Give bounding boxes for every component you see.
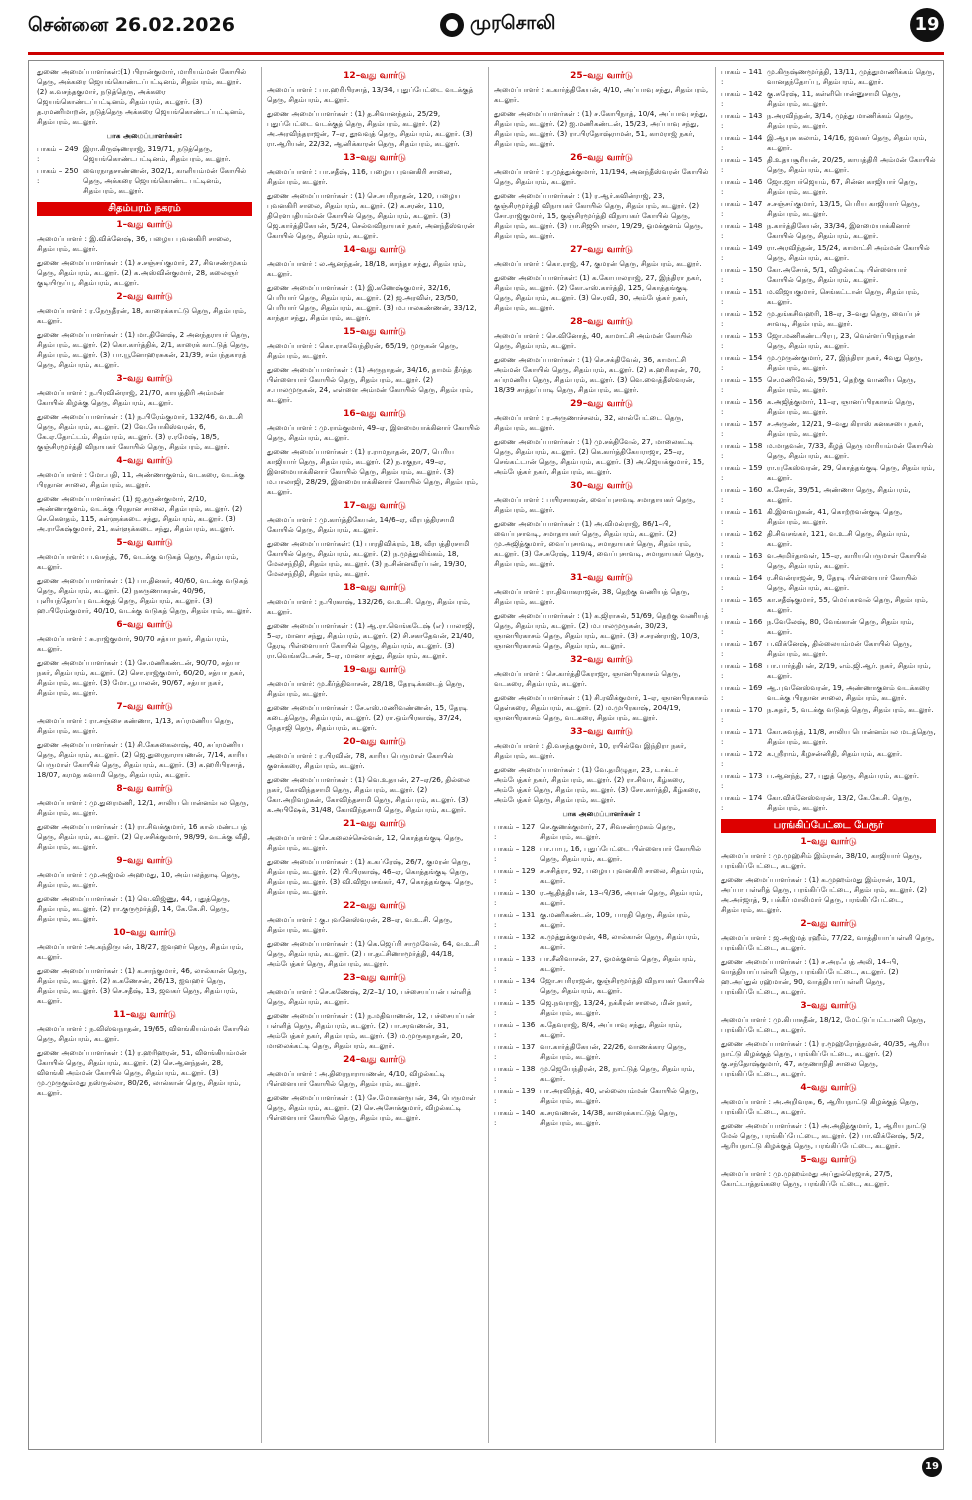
booth-organizer: கோ.விக்னேஸ்வரன், 13/2, கே.கே.சி. தெரு, சிதம்பரம், கடலூர். xyxy=(767,793,912,812)
ward-title: 30–வது வார்டு xyxy=(570,481,633,491)
booth-organizer: ச.சசித்ரா, 92, பழைய புவனகிரி சாலை, சிதம்பரம், கடலூர். xyxy=(540,866,704,885)
ward-organizer: அமைப்பாளர் : தி.வசந்தகுமார், 10, ரயில்வே இந்திரா நகர், சிதம்பரம், கடலூர். xyxy=(494,741,687,760)
section-banner: சிதம்பரம் நகரம் xyxy=(37,202,252,216)
ward-organizer: அமைப்பாளர் : ல.ஆனந்தன், 18/18, காந்தா சந்து, சிதம்பரம், கடலூர். xyxy=(267,259,466,278)
ward-title: 7–வது வார்டு xyxy=(116,702,173,712)
ward-title: 21–வது வார்டு xyxy=(343,819,406,829)
booth-row xyxy=(494,976,709,996)
booth-number: பாகம் – 167 : xyxy=(721,639,763,658)
section-banner: பரங்கிப்பேட்டை பேரூர் xyxy=(721,819,936,833)
booth-number: பாகம் – 131 : xyxy=(494,910,536,929)
ward-organizer: அமைப்பாளர் : பா.ஹரிபிரசாத், 13/34, புதுப்பேட்டை வடக்குத் தெரு, சிதம்பரம், கடலூர். xyxy=(267,85,474,104)
column-divider xyxy=(261,67,262,1443)
ward-title: 32–வது வார்டு xyxy=(570,655,633,665)
booth-number: பாகம் – 152 : xyxy=(721,309,763,328)
ward-title: 8–வது வார்டு xyxy=(116,784,173,794)
booth-number: பாகம் – 139 : xyxy=(494,1086,536,1105)
booth-row xyxy=(721,199,936,219)
ward-title: 25–வது வார்டு xyxy=(570,71,633,81)
booth-row xyxy=(721,485,936,505)
booth-heading: பாக அமைப்பாளர்கள்: xyxy=(106,131,183,140)
ward-deputy-organizers: துணை அமைப்பாளர்கள் : (1) த.சிவானந்தம், 25/29, புதுப்பேட்டை வடக்குத் தெரு, சிதம்பரம், கடலூர். (2) அ.அரவிந்தராஜன், 7–ஏ, தூவவுத் தெரு, சிதம்பரம், கடலூர். (3) ரா.ஆரியன், 22/32, ஆனிக்காரன் தெரு, சிதம்பரம், கடலூர். xyxy=(267,109,473,148)
ward-organizer: அமைப்பாளர் : ந.பிரகாஷ், 132/26, வ.உ.சி. தெரு, சிதம்பரம், கடலூர். xyxy=(267,597,471,616)
booth-heading: பாக அமைப்பாளர்கள் : xyxy=(562,809,641,818)
booth-number: பாகம் – 135 : xyxy=(494,998,536,1017)
booth-row xyxy=(721,221,936,241)
ward-organizer: அமைப்பாளர் : மு.துரைமணி, 12/1, சாலிய பொன்னம்பல தெரு, சிதம்பரம், கடலூர். xyxy=(37,798,249,817)
ward-organizer: அமைப்பாளர் : மு.கிபாசுதீன், 18/12, மேட்டுப்பட்டாணி தெரு, பரங்கிப்பேட்டை, கடலூர். xyxy=(721,1015,926,1034)
ward-title: 15–வது வார்டு xyxy=(343,327,406,337)
booth-row xyxy=(494,932,709,952)
page-number-badge: 19 xyxy=(910,8,944,42)
booth-number: பாகம் – 147 : xyxy=(721,199,763,218)
booth-organizer: பா.சீனிவாசன், 27, ஓமக்குளம் தெரு, சிதம்பரம், கடலூர். xyxy=(540,954,696,973)
ward-deputy-organizers: துணை அமைப்பாளர்கள் : (1) ச.சஞ்சய்குமார், 27, சிவசண்முகம் தெரு, சிதம்பரம், கடலூர். (2) க.அஸ்வின்குமார், 28, கலைஞர் குடியிருப்பு, சிதம்பரம், கடலூர். xyxy=(37,258,248,287)
booth-number: பாகம் – 173 : xyxy=(721,771,763,790)
booth-row xyxy=(494,1064,709,1084)
ward-deputy-organizers: துணை அமைப்பாளர்கள் : (1) சி.ரவிக்குமார், 1–ஏ, ஞானபிரகாசம் தெள்கரை, சிதம்பரம், கடலூர். (2) ம.முபிரகாஷ், 204/19, ஞானபிரகாசம் தெரு, வடகரை, சிதம்பரம், கடலூர். xyxy=(494,693,709,722)
ward-deputy-organizers: துணை அமைப்பாளர்கள் : (1) செ.சபரிநாதன், 120, பழைய புவனகிரி சாலை, சிதம்பரம், கடலூர். (2) க.சரண், 110, திரௌபதியம்மன் கோயில் தெரு, சிதம்பரம், கடலூர். (3) ஜெ.கார்த்திகேயன், 5/24, செல்வவிநாயகர் நகர், அனந்தீஸ்வரன் கோயில் தெரு, சிதம்பரம், கடலூர். xyxy=(267,191,475,240)
booth-row xyxy=(721,287,936,307)
ward-organizer: அமைப்பாளர் : இ.விக்னேஷ், 36, பழைய புவனகிரி சாலை, சிதம்பரம், கடலூர். xyxy=(37,234,232,253)
ward-deputy-organizers: துணை அமைப்பாளர்கள் : (1) ர.ராமநாதன், 20/7, பெரிய காஜியார் தெரு, சிதம்பரம், கடலூர். (2) ந.ரகுநா, 49–ஏ, இளமையாக்கினார் கோயில் தெரு, சிதம்பரம், கடலூர். (3) ம.பாலாஜி, 28/29, இளமையாக்கினார் கோயில் தெரு, சிதம்பரம், கடலூர். xyxy=(267,447,479,496)
booth-number: பாகம் – 138 : xyxy=(494,1064,536,1083)
booth-row xyxy=(721,441,936,461)
booth-row xyxy=(721,353,936,373)
booth-number: பாகம் – 164 : xyxy=(721,573,763,592)
booth-organizer: வைரநாதசாண்ணன், 302/1, காளியம்மன் கோயில் தெரு, அக்கரை ஜெயங்கொண்ட பட்டினம், சிதம்பரம், கடலூர். xyxy=(83,166,247,195)
ward-title: 10–வது வார்டு xyxy=(113,928,176,938)
ward-deputy-organizers: துணை அமைப்பாளர்கள் : (1) க.கப்ரேஷ், 26/7, குமரன் தெரு, சிதம்பரம், கடலூர். (2) பி.பிரகாஷ், 46–ஏ, கொத்தங்குடி தெரு, சிதம்பரம், கடலூர். (3) வி.விஜயசங்கர், 47, கொத்தங்குடி தெரு, சிதம்பரம், கடலூர். xyxy=(267,857,474,896)
booth-number: பாகம் – 249 : xyxy=(37,144,79,163)
ward-organizer: அமைப்பாளர் : ஜ.அஜ்மத் ரஹீம், 77/22, வாத்தியாப்பள்ளி தெரு, பரங்கிப்பேட்டை, கடலூர். xyxy=(721,933,935,952)
ward-deputy-organizers: துணை அமைப்பாளர்கள் : (1) அ.அதித்குமார், 1, ஆரிய நாட்டு மேல் தெரு, பரங்கிப்பேட்டை, கடலூர். (2) பா.விக்னேஷ், 5/2, ஆரியநாட்டு கிழக்குத் தெரு, பரங்கிப்பேட்டை, கடலூர். xyxy=(721,1121,927,1150)
ward-organizer: அமைப்பாளர் : பா.சதீஷ், 116, பழைய புவனகிரி சாலை, சிதம்பரம், கடலூர். xyxy=(267,167,452,186)
ward-organizer: அமைப்பாளர் : கொ.ராகவேந்திரன், 65/19, முருகன் தெரு, சிதம்பரம், கடலூர். xyxy=(267,341,459,360)
ward-deputy-organizers: துணை அமைப்பாளர்கள் : (1) ச.கோபிநாத், 10/4, அப்பாவு சந்து, சிதம்பரம், கடலூர். (2) ஐ.மணிகண்டன், 15/23, அப்பாவு சந்து, சிதம்பரம், கடலூர். (3) ரா.பிரதோஷ்ராமன், 51, காமராஜ் நகர், சிதம்பரம், கடலூர். xyxy=(494,109,708,148)
booth-number: பாகம் – 170 : xyxy=(721,705,763,724)
ward-organizer: அமைப்பாளர் : மு.அஜ்மல் அஹமது, 10, அம்பலத்தாடி தெரு, சிதம்பரம், கடலூர். xyxy=(37,870,241,889)
booth-number: பாகம் – 150 : xyxy=(721,265,763,284)
booth-number: பாகம் – 143 : xyxy=(721,111,763,130)
booth-row xyxy=(721,67,936,87)
ward-organizer: அமைப்பாளர் : மோ.பதி, 11, அண்ணாகுளம், வடகரை, வடக்கு பிரதான சாலை, சிதம்பரம், கடலூர். xyxy=(37,470,245,489)
ward-deputy-organizers: துணை அமைப்பாளர்கள் : (1) அருநாதன், 34/16, தாமம் தீர்த்த பிள்ளையார் கோயில் தெரு, சிதம்பரம், கடலூர். (2) ச.பாலமுருகன், 24, எள்ளை அம்மன் கோயில் தெரு, சிதம்பரம், கடலூர். xyxy=(267,365,474,404)
booth-row xyxy=(721,793,936,813)
header-rule xyxy=(28,52,944,55)
ward-title: 14–வது வார்டு xyxy=(343,245,406,255)
ward-organizer: அமைப்பாளர் : அ.அறிவரசு, 6, ஆரியநாட்டு கிழக்குத் தெரு, பரங்கிப்பேட்டை, கடலூர். xyxy=(721,1097,919,1116)
ward-deputy-organizers: துணை அமைப்பாளர்கள் : (1) ஆ.ரா.வெங்கடேஷ் (எ) பாலாஜி, 5–ஏ, மானா சந்து, சிதம்பரம், கடலூர். (2) சி.சகாதேவன், 21/40, தேரடி பிள்ளையார் கோயில் தெரு, சிதம்பரம், கடலூர். (3) ரா.வெங்கடேசன், 5–ஏ, மானா சந்து, சிதம்பரம், கடலூர். xyxy=(267,621,475,660)
column-1 xyxy=(37,67,252,1102)
booth-row xyxy=(721,617,936,637)
booth-row xyxy=(721,375,936,395)
ward-title: 17–வது வார்டு xyxy=(343,501,406,511)
column-4 xyxy=(721,67,936,1193)
ward-deputy-organizers: துணை அமைப்பாளர்கள் : (1) சே.மணிகண்டன், 90/70, சத்யா நகர், சிதம்பரம், கடலூர். (2) சொ.ராஜ்குமார், 60/20, சத்யா நகர், சிதம்பரம், கடலூர். (3) மோ.பூபாலன், 90/67, சத்யா நகர், சிதம்பரம், கடலூர். xyxy=(37,658,245,697)
booth-row xyxy=(494,1020,709,1040)
booth-organizer: மு.ஜெயேந்திரன், 28, நாட்டுத் தெரு, சிதம்பரம், கடலூர். xyxy=(540,1064,695,1083)
ward-deputy-organizers: துணை அமைப்பாளர்கள் : (1) க.ஜிராசுல், 51/69, தெற்கு வணியத் தெரு, சிதம்பரம், கடலூர். (2) ம.பாலமுருகன், 30/23, ஞானபிரகாசம் தெரு, சிதம்பரம், கடலூர். (3) ச.சரண்ராஜ், 10/3, ஞானபிரகாசம் தெரு, சிதம்பரம், கடலூர். xyxy=(494,611,709,650)
ward-title: 33–வது வார்டு xyxy=(570,727,633,737)
booth-organizer: தி.சிவசங்கர், 121, வ.உ.சி தெரு, சிதம்பரம், கடலூர். xyxy=(767,529,910,548)
booth-row xyxy=(37,144,252,164)
ward-title: 19–வது வார்டு xyxy=(343,665,406,675)
ward-organizer: அமைப்பாளர் : கொ.ராஜ், 47, குமரன் தெரு, சிதம்பரம், கடலூர். xyxy=(494,259,702,268)
booth-row xyxy=(721,265,936,285)
booth-organizer: ர.சிவன்ராஜன், 9, தேரடி பிள்ளையார் கோயில் தெரு, சிதம்பரம், கடலூர். xyxy=(767,573,918,592)
ward-title: 9–வது வார்டு xyxy=(116,856,173,866)
ward-deputy-organizers: துணை அமைப்பாளர்கள் : (1) ந.மதிவாணன், 12, பச்சையப்பன் பள்ளித் தெரு, சிதம்பரம், கடலூர். (2) பா.சரவணன், 31, அம்பேத்கர் நகர், சிதம்பரம், கடலூர். (3) ம.முருகநாதன், 20, மாலைக்கட்டி தெரு, சிதம்பரம், கடலூர். xyxy=(267,1011,475,1050)
ward-organizer: அமைப்பாளர் : க.கார்த்திகேயன், 4/10, அப்பாவு சந்து, சிதம்பரம், கடலூர். xyxy=(494,85,709,104)
ward-organizer: அமைப்பாளர் : ரா.சஞ்சை கண்ணா, 1/13, சுப்ரமணிய தெரு, சிதம்பரம், கடலூர். xyxy=(37,716,234,735)
booth-number: பாகம் – 165 : xyxy=(721,595,763,614)
ward-title: 1–வது வார்டு xyxy=(116,220,173,230)
booth-row xyxy=(721,177,936,197)
booth-row xyxy=(721,89,936,109)
booth-row xyxy=(721,573,936,593)
booth-organizer: ம.மாதவன், 7/33, கீழத் தெரு மாரியம்மன் கோயில் தெரு, சிதம்பரம், கடலூர். xyxy=(767,441,934,460)
booth-number: பாகம் – 149 : xyxy=(721,243,763,262)
column-2 xyxy=(267,67,482,1127)
ward-organizer: அமைப்பாளர் : கு.புவனேஸ்வரன், 28–ஏ, வ.உ.சி. தெரு, சிதம்பரம், கடலூர். xyxy=(267,915,453,934)
booth-organizer: இ.ஆயுசு கலாம், 14/16, ஜவகர் தெரு, சிதம்பரம், கடலூர். xyxy=(767,133,927,152)
edition-date: சென்னை 26.02.2026 xyxy=(28,14,235,36)
booth-row xyxy=(494,910,709,930)
ward-deputy-organizers: துணை அமைப்பாளர்கள் : (1) ர.மூஹ்ரோத்தமன், 40/35, ஆரிய நாட்டு கிழக்குத் தெரு, பரங்கிப்பேட்டை, கடலூர். (2) கு.சந்தோஷ்குமார், 47, கருணாநிதி சாலை தெரு, பரங்கிப்பேட்டை, கடலூர். xyxy=(721,1039,930,1078)
ward-organizer: அமைப்பாளர் : செ.வினோத், 40, காமாட்சி அம்மன் கோயில் தெரு, சிதம்பரம், கடலூர். xyxy=(494,331,693,350)
booth-organizer: க.தேவராஜ், 8/4, அப்பாவு சந்து, சிதம்பரம், கடலூர். xyxy=(540,1020,682,1039)
ward-organizer: அமைப்பாளர் : செ.கணேஷ், 2/2–1/ 10, பச்சையப்பன் பள்ளித் தெரு, சிதம்பரம், கடலூர். xyxy=(267,987,472,1006)
ward-organizer: அமைப்பாளர்: ப.வசந்த், 76, வடக்கு வடுகத் தெரு, சிதம்பரம், கடலூர். xyxy=(37,552,239,571)
ward-title: 2–வது வார்டு xyxy=(116,292,173,302)
booth-number: பாகம் – 163 : xyxy=(721,551,763,570)
ward-title: 3–வது வார்டு xyxy=(116,374,173,384)
ward-title: 4–வது வார்டு xyxy=(116,456,173,466)
ward-organizer: அமைப்பாளர் : மு.கார்த்திகேயன், 14/6–ஏ, வீரபத்திரசாமி கோயில் தெரு, சிதம்பரம், கடலூர். xyxy=(267,515,455,534)
booth-organizer: ந.சுதர், 5, வடக்கு வடுகத் தெரு, சிதம்பரம், கடலூர். xyxy=(767,705,934,714)
booth-organizer: ச.அருண், 12/21, 9–வது கிராஸ் கனகசபை நகர், சிதம்பரம், கடலூர். xyxy=(767,419,924,438)
booth-organizer: ரா.அரவிந்தன், 15/24, காமாட்சி அம்மன் கோயில் தெரு, சிதம்பரம், கடலூர். xyxy=(767,243,930,262)
ward-deputy-organizers: துணை அமைப்பாளர்கள் : (1) சி.கேசுகைலாஷ், 40, சுப்ரமணிய தெரு, சிதம்பரம், கடலூர். (2) ஜெ.துரைநாராயணன், 7/14, காரிய பெருமாள் கோயில் தெரு, சிதம்பரம், கடலூர். (3) க.ஹரிபிரசாத், 18/07, கரமத கவாமி தெரு, சிதம்பரம், கடலூர். xyxy=(37,740,248,779)
booth-organizer: ந.வேலேஷ், 80, வேங்கான் தெரு, சிதம்பரம், கடலூர். xyxy=(767,617,914,636)
booth-row xyxy=(494,954,709,974)
booth-number: பாகம் – 162 : xyxy=(721,529,763,548)
page-header xyxy=(0,0,972,56)
booth-number: பாகம் – 157 : xyxy=(721,419,763,438)
booth-organizer: மு.கிருஷ்ணமூர்த்தி, 13/11, முத்துமாணிக்கம் தெரு, வானதந்தோப்பு, சிதம்பரம், கடலூர். xyxy=(767,67,935,86)
ward-organizer: அமைப்பாளர்: மு.கீர்த்திவாசன், 28/18, தேரடிக்கடைத் தெரு, சிதம்பரம், கடலூர். xyxy=(267,679,465,698)
booth-number: பாகம் – 155 : xyxy=(721,375,763,394)
ward-title: 16–வது வார்டு xyxy=(343,409,406,419)
booth-number: பாகம் – 160 : xyxy=(721,485,763,504)
booth-number: பாகம் – 144 : xyxy=(721,133,763,152)
booth-organizer: ந.கார்த்திகேயன், 33/34, இளமையாக்கினார் கோயில் தெரு, சிதம்பரம், கடலூர். xyxy=(767,221,911,240)
booth-row xyxy=(721,727,936,747)
ward-deputy-organizers: துணை அமைப்பாளர்கள் : (1) சே.மோகனரூபன், 34, பெருமாள் தெரு, சிதம்பரம், கடலூர். (2) செ.அசோக்குமார், விழல்கட்டி பிள்ளையார் கோயில் தெரு, சிதம்பரம், கடலூர். xyxy=(267,1093,476,1122)
booth-organizer: பா.பார்த்திபன், 2/19, எம்.ஜி.ஆர். நகர், சிதம்பரம், கடலூர். xyxy=(767,661,931,680)
booth-organizer: கி.இளவழகன், 41, கொற்றவன்குடி தெரு, சிதம்பரம், கடலூர். xyxy=(767,507,903,526)
booth-number: பாகம் – 128 : xyxy=(494,844,536,863)
ward-organizer: அமைப்பாளர் : ரா.திவாகராஜன், 38, தெற்கு வணியத் தெரு, சிதம்பரம், கடலூர். xyxy=(494,587,690,606)
booth-organizer: கோ.அசோக், 5/1, விழல்கட்டி பிள்ளையார் கோயில் தெரு, சிதம்பரம், கடலூர். xyxy=(767,265,908,284)
ward-deputy-organizers: துணை அமைப்பாளர்கள் : (1) வெ.விஜ்ணு, 44, புதுத்தெரு, சிதம்பரம், கடலூர். (2) ரா.குருமூர்த்தி, 14, கே.கே.சி. தெரு, சிதம்பரம், கடலூர். xyxy=(37,894,231,923)
booth-row xyxy=(721,683,936,703)
booth-organizer: செ.குணக்குமார், 27, சிவசண்முகம் தெரு, சிதம்பரம், கடலூர். xyxy=(540,822,676,841)
ward-title: 1–வது வார்டு xyxy=(800,837,857,847)
deputy-organizers-intro: துணை அமைப்பாளர்கள்:(1) பிரான்குமார், மாரியம்மன் கோயில் தெரு, அக்கரை ஜெயங்கொண்டப்பட்டினம், சிதம்பரம், கடலூர். (2) க.வசந்தகுமார், நடுத்தெரு, அக்கரை ஜெயங்கொண்டப்பட்டினம், சிதம்பரம், கடலூர். (3) த.ரமணிமாறன், நடுத்தெரு அக்கரை ஜெயங்கொண்டப்பட்டினம், சிதம்பரம், கடலூர். xyxy=(37,67,247,126)
booth-row xyxy=(494,866,709,886)
booth-organizer: பா.அரவிந்த், 40, எல்லையம்மன் கோயில் தெரு, சிதம்பரம், கடலூர். xyxy=(540,1086,699,1105)
ward-deputy-organizers: துணை அமைப்பாளர்கள் : (1) க.சாந்குமார், 46, லால்கான் தெரு, சிதம்பரம், கடலூர். (2) க.கணேசன், 26/13, ஐவஹர் தெரு, சிதம்பரம், கடலூர். (3) செ.சதீஷ், 13, ஜவகர் தெரு, சிதம்பரம், கடலூர். xyxy=(37,966,247,1005)
ward-organizer: அமைப்பாளர் : ந.விஸ்வநாதன், 19/65, விளங்கியம்மன் கோயில் தெரு, சிதம்பரம், கடலூர். xyxy=(37,1024,250,1043)
ward-title: 23–வது வார்டு xyxy=(343,973,406,983)
column-divider xyxy=(488,67,489,1443)
ward-deputy-organizers: துணை அமைப்பாளர்கள் : (1) செ.சக்திவேல், 36, காமாட்சி அம்மன் கோயில் தெரு, சிதம்பரம், கடலூர். (2) க.ஹரிகரன், 70, சுப்ரமணிய தெரு, சிதம்பரம், கடலூர். (3) வெ.வைத்தீஸ்வரன், 18/39 சாத்தப்பாடி தெரு, சிதம்பரம், கடலூர். xyxy=(494,355,701,394)
booth-organizer: இரா.கிருஷ்ணராஜ், 319/71, நடுத்தெரு, ஜெயங்கொண்டபட்டினம், சிதம்பரம், கடலூர். xyxy=(83,144,231,163)
booth-organizer: ர.ஆதித்தியன், 13–பி/36, அயன் தெரு, சிதம்பரம், கடலூர். xyxy=(540,888,703,907)
ward-deputy-organizers: துணை அமைப்பாளர்கள் : (1) ந.பிரேம்குமார், 132/46, வ.உ.சி தெரு, சிதம்பரம், கடலூர். (2) வே.யோகிஸ்வரன், 6, கே.ஏ.தோட்டம், சிதம்பரம், கடலூர். (3) ர.ரமேஷ், 18/5, குஞ்சிரமூர்த்தி விநாயகர் கோயில் தெரு, சிதம்பரம், கடலூர். xyxy=(37,412,243,451)
footer-page-number: 19 xyxy=(922,1457,942,1477)
ward-title: 29–வது வார்டு xyxy=(570,399,633,409)
booth-organizer: ஆ.புவனேஸ்வரன், 19, அண்ணாகுளம் வடக்கரை வடக்கு பிரதான சாலை, சிதம்பரம், கடலூர். xyxy=(767,683,930,702)
booth-number: பாகம் – 142 : xyxy=(721,89,763,108)
booth-row xyxy=(721,507,936,527)
ward-organizer: அமைப்பாளர் : ர.முத்துக்குமார், 11/194, அனந்தீஸ்வரன் கோயில் தெரு, சிதம்பரம், கடலூர். xyxy=(494,167,709,186)
booth-row xyxy=(494,1108,709,1128)
ward-deputy-organizers: துணை அமைப்பாளர்கள் : (1) ரா.சிவக்குமார், 16 கால் மண்டபத் தெரு, சிதம்பரம், கடலூர். (2) ரெ.சசிக்குமார், 98/99, வடக்கு வீதி, சிதம்பரம், கடலூர். xyxy=(37,822,251,851)
ward-deputy-organizers: துணை அமைப்பாளர்கள் : (1) ர.ஆர்.கவின்ராஜ், 23, குஞ்சிரமூர்த்தி விநாயகர் கோயில் தெரு, சிதம்பரம், கடலூர். (2) சோ.ராஜ்குமார், 15, குஞ்சிரமூர்த்தி விநாயகர் கோயில் தெரு, சிதம்பரம், கடலூர். (3) பா.சிஜூபாலா, 19/29, ஓமக்குளம் தெரு, சிதம்பரம், கடலூர். xyxy=(494,191,704,240)
booth-organizer: க.சரவணன், 14/38, காரைக்காட்டுத் தெரு, சிதம்பரம், கடலூர். xyxy=(540,1108,678,1127)
booth-number: பாகம் – 148 : xyxy=(721,221,763,240)
booth-organizer: வ.அமிர்தாவள், 15–ஏ, காரியபெருமாள் கோயில் தெரு, சிதம்பரம், கடலூர். xyxy=(767,551,927,570)
booth-number: பாகம் – 153 : xyxy=(721,331,763,350)
booth-number: பாகம் – 168 : xyxy=(721,661,763,680)
booth-organizer: கு.சுரேஷ், 11, கள்ளிபொன்னுசாமி தெரு, சிதம்பரம், கடலூர். xyxy=(767,89,901,108)
ward-deputy-organizers: துணை அமைப்பாளர்கள்: (1) ஜ.தருண்குமார், 2/10, அண்ணாகுளம், வடக்கு பிரதான சாலை, சிதம்பரம், கடலூர். (2) செ.கௌதம், 115, கள்ளுக்கடை சந்து, சிதம்பரம், கடலூர். (3) அ.ராகேஷ்குமார், 21, கள்ளுக்கடை சந்து, சிதம்பரம், கடலூர். xyxy=(37,494,243,533)
booth-number: பாகம் – 129 : xyxy=(494,866,536,885)
ward-deputy-organizers: துணை அமைப்பாளர்கள் : (1) ர.ஹரிஹரன், 51, விளங்கியம்மன் கோயில் தெரு, சிதம்பரம், கடலூர். (2) செ.ஆனந்தன், 28, விளங்கி அம்மன் கோயில் தெரு, சிதம்பரம், கடலூர். (3) மு.முருகும்மது நஸ்ருல்லா, 80/26, லால்கான் தெரு, சிதம்பரம், கடலூர். xyxy=(37,1048,247,1097)
booth-organizer: செ.மணிவேல், 59/51, தெற்கு வாணிய தெரு, சிதம்பரம், கடலூர். xyxy=(767,375,916,394)
ward-title: 12–வது வார்டு xyxy=(343,71,406,81)
ward-title: 5–வது வார்டு xyxy=(800,1155,857,1165)
booth-row xyxy=(721,529,936,549)
page-frame xyxy=(28,60,944,1450)
booth-organizer: ஜோ.மணிகண்டபிரபு, 23, வெள்ளப்பிரந்தான் தெரு, சிதம்பரம், கடலூர். xyxy=(767,331,916,350)
ward-organizer: அமைப்பாளர் : அ.திரைநாராயணன், 4/10, விழல்கட்டி பிள்ளையார் கோயில் தெரு, சிதம்பரம், கடலூர். xyxy=(267,1069,446,1088)
ward-title: 31–வது வார்டு xyxy=(570,573,633,583)
ward-title: 11–வது வார்டு xyxy=(113,1010,176,1020)
ward-title: 6–வது வார்டு xyxy=(116,620,173,630)
ward-deputy-organizers: துணை அமைப்பாளர்கள் : (1) ச.அரஃபத் அலி, 14–பி, வாத்தியாப்பள்ளி தெரு, பரங்கிப்பேட்டை, கடலூர். (2) ஹ.அப்துல் ரஹ்மான், 90, வாத்தியாப்பள்ளி தெரு, பரங்கிப்பேட்டை, கடலூர். xyxy=(721,957,899,996)
booth-number: பாகம் – 140 : xyxy=(494,1108,536,1127)
booth-row xyxy=(721,595,936,615)
booth-organizer: மு.தங்கசிவஹரி, 18–ஏ, 3–வது தெரு, வைப்புச் சாவடி, சிதம்பரம், கடலூர். xyxy=(767,309,921,328)
ward-title: 2–வது வார்டு xyxy=(800,919,857,929)
booth-row xyxy=(494,822,709,842)
booth-organizer: ப.ஆனந்த், 27, புதுத் தெரு, சிதம்பரம், கடலூர். xyxy=(767,771,919,780)
ward-deputy-organizers: துணை அமைப்பாளர்கள் : (1) வெ.உதயன், 27–ஏ/26, தில்லை நகர், கோவிந்தசாமி தெரு, சிதம்பரம், கடலூர். (2) கோ.அறிவழகன், கோவிந்தசாமி தெரு, சிதம்பரம், கடலூர். (3) க.அபிஷேக், 31/48, கோவிந்தசாமி தெரு, சிதம்பரம், கடலூர். xyxy=(267,775,471,814)
booth-number: பாகம் – 154 : xyxy=(721,353,763,372)
booth-organizer: க.முத்துக்குமரன், 48, லால்கான் தெரு, சிதம்பரம், கடலூர். xyxy=(540,932,700,951)
booth-number: பாகம் – 172 : xyxy=(721,749,763,768)
column-divider xyxy=(715,67,716,1443)
booth-organizer: க.ஸ்ரீராம், கீழசன்னிதி, சிதம்பரம், கடலூர். xyxy=(767,749,903,758)
booth-organizer: கா.சதீஷ்குமார், 55, மெய்காவல் தெரு, சிதம்பரம், கடலூர். xyxy=(767,595,929,614)
ward-title: 22–வது வார்டு xyxy=(343,901,406,911)
booth-row xyxy=(494,998,709,1018)
booth-row xyxy=(494,844,709,864)
booth-row xyxy=(721,639,936,659)
column-3 xyxy=(494,67,709,1130)
booth-number: பாகம் – 161 : xyxy=(721,507,763,526)
booth-row xyxy=(494,1042,709,1062)
booth-row xyxy=(721,771,936,791)
booth-organizer: ஜோ.சபரிராஜன், குஞ்சிரமூர்த்தி விநாயகர் கோயில் தெரு, சிதம்பரம், கடலூர். xyxy=(540,976,705,995)
booth-number: பாகம் – 132 : xyxy=(494,932,536,951)
ward-title: 27–வது வார்டு xyxy=(570,245,633,255)
booth-number: பாகம் – 146 : xyxy=(721,177,763,196)
booth-number: பாகம் – 250 : xyxy=(37,166,79,185)
booth-row xyxy=(494,1086,709,1106)
booth-organizer: ஜோ.ஜாபர்ஜெயம், 67, சின்ன காஜியார் தெரு, சிதம்பரம், கடலூர். xyxy=(767,177,918,196)
booth-row xyxy=(494,888,709,908)
booth-number: பாகம் – 134 : xyxy=(494,976,536,995)
booth-organizer: மு.முருண்குமார், 27, இந்திரா நகர், 4வது தெரு, சிதம்பரம், கடலூர். xyxy=(767,353,923,372)
ward-deputy-organizers: துணை அமைப்பாளர்கள்: (1) க.கோபாலராஜ், 27, இந்திரா நகர், சிதம்பரம், கடலூர். (2) கோ.எஸ்.கார்த்தி, 125, கொத்தங்குடி தெரு, சிதம்பரம், கடலூர். (3) செ.ரவி, 30, அம்பேத்கர் நகர், சிதம்பரம், கடலூர். xyxy=(494,273,702,312)
booth-number: பாகம் – 133 : xyxy=(494,954,536,973)
ward-organizer: அமைப்பாளர் : ந.பிரவின்ராஜ், 21/70, காயத்திரி அம்மன் கோயில் கிழக்கு தெரு, சிதம்பரம், கடலூர். xyxy=(37,388,224,407)
booth-organizer: ஜெ.நவராஜ், 13/24, நக்கீரன் சாலை, மின் நகர், சிதம்பரம், கடலூர். xyxy=(540,998,693,1017)
ward-organizer: அமைப்பாளர் : மு.முஹ்சிம் இம்ரான், 38/10, காஜியார் தெரு, பரங்கிப்பேட்டை, கடலூர். xyxy=(721,851,922,870)
booth-row xyxy=(721,155,936,175)
booth-row xyxy=(721,661,936,681)
booth-number: பாகம் – 130 : xyxy=(494,888,536,907)
booth-number: பாகம் – 159 : xyxy=(721,463,763,482)
booth-row xyxy=(721,111,936,131)
ward-deputy-organizers: துணை அமைப்பாளர்கள் : (1) இ.கணேஷ்குமார், 32/16, பெரியார் தெரு, சிதம்பரம், கடலூர். (2) ஜ.அரவிள், 23/50, பெரியார் தெரு, சிதம்பரம், கடலூர். (3) ம.பாலகண்ணன், 33/12, காந்தா சந்து, சிதம்பரம், கடலூர். xyxy=(267,283,477,322)
booth-organizer: ப.விக்னேஷ், தில்லையம்மன் கோயில் தெரு, சிதம்பரம், கடலூர். xyxy=(767,639,913,658)
ward-deputy-organizers: துணை அமைப்பாளர்கள் : (1) வே.தமிழுதா, 23, டாக்டர் அம்பேத்கர் நகர், சிதம்பரம், கடலூர். (2) ரா.சிவா, கீழ்கரை, அம்பேத்கர் தெரு, சிதம்பரம், கடலூர். (3) சோ.கார்த்தி, கீழ்கரை, அம்பேத்கர் தெரு, சிதம்பரம், கடலூர். xyxy=(494,765,701,804)
booth-organizer: க.சேரன், 39/51, அண்ணா தெரு, சிதம்பரம், கடலூர். xyxy=(767,485,911,504)
booth-organizer: க.அஜித்குமார், 11–ஏ, ஞானப்பிரகாசம் தெரு, சிதம்பரம், கடலூர். xyxy=(767,397,915,416)
newspaper-logo-icon xyxy=(440,13,464,37)
booth-row xyxy=(37,166,252,196)
booth-number: பாகம் – 145 : xyxy=(721,155,763,174)
booth-organizer: பா.பாபு, 16, புதுப்பேட்டை பிள்ளையார் கோயில் தெரு, சிதம்பரம், கடலூர். xyxy=(540,844,702,863)
ward-organizer: அமைப்பாளர் : செ.கார்த்திகேராஜா, ஞானபிரகாசம் தெரு, வடகரை, சிதம்பரம், கடலூர். xyxy=(494,669,681,688)
booth-row xyxy=(721,705,936,725)
ward-title: 24–வது வார்டு xyxy=(343,1055,406,1065)
booth-number: பாகம் – 136 : xyxy=(494,1020,536,1039)
booth-number: பாகம் – 137 : xyxy=(494,1042,536,1061)
booth-organizer: ச.சஞ்சய்குமார், 13/15, பெரிய காஜியார் தெரு, சிதம்பரம், கடலூர். xyxy=(767,199,921,218)
ward-organizer: அமைப்பாளர் : ர.பிரவின், 78, காரிய பெருமாள் கோயில் குளக்கரை, சிதம்பரம், கடலூர். xyxy=(267,751,454,770)
ward-deputy-organizers: துணை அமைப்பாளர்கள் : (1) அ.விமல்ராஜ், 86/1–பி, வைப்புசாவடி, சமாதாயகர் தெரு, சிதம்பரம், கடலூர். (2) மு.அஜித்குமார், வைப்புசாவடி, சமாதாயகர் தெரு, சிதம்பரம், கடலூர். (3) சே.சுரேஷ், 119/4, வைப்புசாவடி, சமாதாயகர் தெரு, சிதம்பரம், கடலூர். xyxy=(494,519,704,568)
ward-title: 3–வது வார்டு xyxy=(800,1001,857,1011)
booth-number: பாகம் – 156 : xyxy=(721,397,763,416)
masthead xyxy=(440,12,556,37)
ward-deputy-organizers: துணை அமைப்பாளர்கள் : சே.எஸ்.மணிவண்ணன், 15, தேரடி கடைத்தெரு, சிதம்பரம், கடலூர். (2) ரா.ஒம்பிரகாஷ், 37/24, நேதாஜி தெரு, சிதம்பரம், கடலூர். xyxy=(267,703,468,732)
booth-organizer: ந.அரவிந்தன், 3/14, முத்து மாணிக்கம் தெரு, சிதம்பரம், கடலூர். xyxy=(767,111,914,130)
booth-row xyxy=(721,309,936,329)
booth-row xyxy=(721,133,936,153)
ward-organizer: அமைப்பாளர் : செ.கலைச்செல்வன், 12, கொத்தங்குடி தெரு, சிதம்பரம், கடலூர். xyxy=(267,833,464,852)
booth-row xyxy=(721,243,936,263)
ward-organizer: அமைப்பாளர் : ர.அருணாச்சலம், 32, லால்பேட்டை தெரு, சிதம்பரம், கடலூர். xyxy=(494,413,684,432)
ward-title: 26–வது வார்டு xyxy=(570,153,633,163)
ward-deputy-organizers: துணை அமைப்பாளர்கள் : (1) மா.தினேஷ், 2 அனந்தராயர் தெரு, சிதம்பரம், கடலூர். (2) கொ.கார்த்திக், 2/1, காரைக் காட்டுத் தெரு, சிதம்பரம், கடலூர். (3) பா.யூனோஹரசுகன், 21/39, சம்பந்தகாரத் தெரு, சிதம்பரம், கடலூர். xyxy=(37,330,250,369)
booth-number: பாகம் – 127 : xyxy=(494,822,536,841)
ward-title: 28–வது வார்டு xyxy=(570,317,633,327)
booth-organizer: கு.மணிகண்டன், 109, பாரதி தெரு, சிதம்பரம், கடலூர். xyxy=(540,910,691,929)
ward-deputy-organizers: துணை அமைப்பாளர்கள் : (1) பா.தினகர், 40/60, வடக்கு வடுகத் தெரு, சிதம்பரம், கடலூர். (2) நகருணாகரன், 40/96, புளியந்தோப்பு வடக்குத் தெரு, சிதம்பரம், கடலூர். (3) ஹ.பிரேம்குமார், 40/10, வடக்கு வடுகத் தெரு, சிதம்பரம், கடலூர். xyxy=(37,576,252,615)
ward-deputy-organizers: துணை அமைப்பாளர்கள்: (1) பாரதிவிக்ரம், 18, வீரபத்திரசாமி கோயில் தெரு, சிதம்பரம், கடலூர். (2) ந.முத்துலிங்கம், 18, மேலசந்நிதி, சிதம்பரம், கடலூர். (3) ந.சின்னவீரப்பன், 19/30, மேலசந்நிதி, சிதம்பரம், கடலூர். xyxy=(267,539,470,578)
booth-row xyxy=(721,331,936,351)
booth-number: பாகம் – 169 : xyxy=(721,683,763,702)
booth-organizer: தி.உதயசூரியன், 20/25, காயத்திரி அம்மன் கோயில் தெரு, சிதம்பரம், கடலூர். xyxy=(767,155,936,174)
booth-row xyxy=(721,463,936,483)
ward-organizer: அமைப்பாளர் : பயிரசாகரன், வைப்புசாவடி சமாதாயகர் தெரு, சிதம்பரம், கடலூர். xyxy=(494,495,696,514)
booth-row xyxy=(721,749,936,769)
ward-title: 5–வது வார்டு xyxy=(116,538,173,548)
ward-title: 18–வது வார்டு xyxy=(343,583,406,593)
ward-title: 4–வது வார்டு xyxy=(800,1083,857,1093)
booth-number: பாகம் – 158 : xyxy=(721,441,763,460)
booth-organizer: கோ.சுவந்த், 11/8, சாலிய பொன்னம்பல மடத்தெரு, சிதம்பரம், கடலூர். xyxy=(767,727,936,746)
ward-title: 13–வது வார்டு xyxy=(343,153,406,163)
booth-number: பாகம் – 171 : xyxy=(721,727,763,746)
newspaper-name: முரசொலி xyxy=(470,12,556,34)
booth-number: பாகம் – 174 : xyxy=(721,793,763,812)
booth-organizer: வா.கார்த்திகேயன், 22/26, வாணக்கார தெரு, சிதம்பரம், கடலூர். xyxy=(540,1042,687,1061)
booth-row xyxy=(721,419,936,439)
ward-deputy-organizers: துணை அமைப்பாளர்கள் : (1) கெ.ஜெப்ரி சாமுவேல், 64, வ.உ.சி தெரு, சிதம்பரம், கடலூர். (2) பா.தட்சிணாமூர்த்தி, 44/18, அம்பேத்கர் தெரு, சிதம்பரம், கடலூர். xyxy=(267,939,480,968)
ward-organizer: அமைப்பாளர் : மு.ராம்குமார், 49–ஏ, இளமையாக்கினார் கோயில் தெரு, சிதம்பரம், கடலூர். xyxy=(267,423,480,442)
booth-number: பாகம் – 166 : xyxy=(721,617,763,636)
ward-organizer: அமைப்பாளர் :அ.கந்திருபன், 18/27, ஐவஹர் தெரு, சிதம்பரம், கடலூர். xyxy=(37,942,244,961)
ward-organizer: அமைப்பாளர் : சு.ராஜ்குமார், 90/70 சத்யா நகர், சிதம்பரம், கடலூர். xyxy=(37,634,229,653)
booth-row xyxy=(721,551,936,571)
ward-deputy-organizers: துணை அமைப்பாளர்கள் : (1) க.முஹம்மது இம்ரான், 10/1, அப்பா பள்ளித் தெரு, பரங்கிப்பேட்டை, சிதம்பரம், கடலூர். (2) அ.அர்ஜாத், 9, பக்கீர் மாலிமார் தெரு, பரங்கிப்பேட்டை, சிதம்பரம், கடலூர். xyxy=(721,875,927,914)
booth-organizer: ரா.யுகேஸ்வரன், 29, கொத்தங்குடி தெரு, சிதம்பரம், கடலூர். xyxy=(767,463,935,482)
booth-organizer: ம.விஜயகுமார், செங்கட்டான் தெரு, சிதம்பரம், கடலூர். xyxy=(767,287,920,306)
ward-organizer: அமைப்பாளர் : மு.முஹம்மது அப்துல்ரெஜாக், 27/5, கோட்டாத்தங்கரை தெரு, பரங்கிப்பேட்டை, கடலூர். xyxy=(721,1169,893,1188)
ward-organizer: அமைப்பாளர் : ர.நேருதீரன், 18, காரைக்காட்டு தெரு, சிதம்பரம், கடலூர். xyxy=(37,306,247,325)
booth-number: பாகம் – 151 : xyxy=(721,287,763,306)
booth-row xyxy=(721,397,936,417)
booth-number: பாகம் – 141 : xyxy=(721,67,763,86)
ward-deputy-organizers: துணை அமைப்பாளர்கள் : (1) மு.சக்திவேல், 27, மாலைகட்டி தெரு, சிதம்பரம், கடலூர். (2) கெ.கார்த்திகேயராஜா, 25–ஏ, செங்கட்டான் தெரு, சிதம்பரம், கடலூர். (3) அ.ஜெயக்குமார், 15, அம்பேத்கர் நகர், சிதம்பரம், கடலூர். xyxy=(494,437,705,476)
ward-title: 20–வது வார்டு xyxy=(343,737,406,747)
